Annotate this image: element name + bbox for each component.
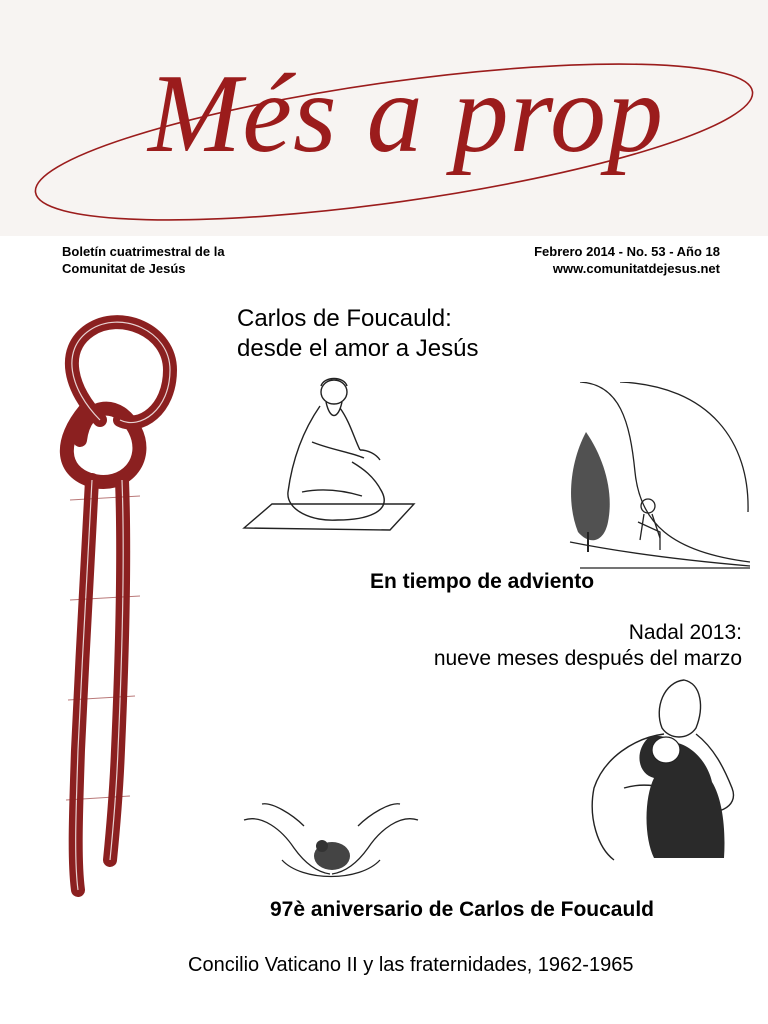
publication-description-line2: Comunitat de Jesús: [62, 261, 186, 276]
publication-description: [62, 243, 225, 277]
website-url[interactable]: www.comunitatdejesus.net: [552, 261, 720, 276]
hands-with-bird-illustration: [242, 800, 420, 892]
magazine-title: Més a prop: [148, 52, 665, 176]
publication-description-line1: Boletín cuatrimestral de la: [62, 244, 225, 259]
advent-headline: En tiempo de adviento: [370, 570, 595, 593]
road-tree-illustration: [560, 382, 750, 570]
nadal-headline: [434, 620, 742, 672]
anniversary-headline: 97è aniversario de Carlos de Foucauld: [270, 898, 654, 921]
issue-info: [534, 243, 720, 277]
main-headline-line1: Carlos de Foucauld:: [237, 305, 452, 332]
main-headline-line2: desde el amor a Jesús: [237, 335, 479, 362]
council-headline: Concilio Vaticano II y las fraternidades, 1962-1965: [188, 954, 634, 976]
nadal-headline-line2: nueve meses después del marzo: [433, 647, 742, 670]
rope-knot-illustration: [30, 300, 190, 910]
praying-figure-illustration: [242, 372, 418, 540]
issue-date-number: Febrero 2014 - No. 53 - Año 18: [534, 244, 720, 259]
masthead: [0, 0, 768, 236]
main-headline: [237, 304, 478, 364]
embrace-illustration: [584, 678, 744, 862]
nadal-headline-line1: Nadal 2013:: [628, 621, 742, 644]
